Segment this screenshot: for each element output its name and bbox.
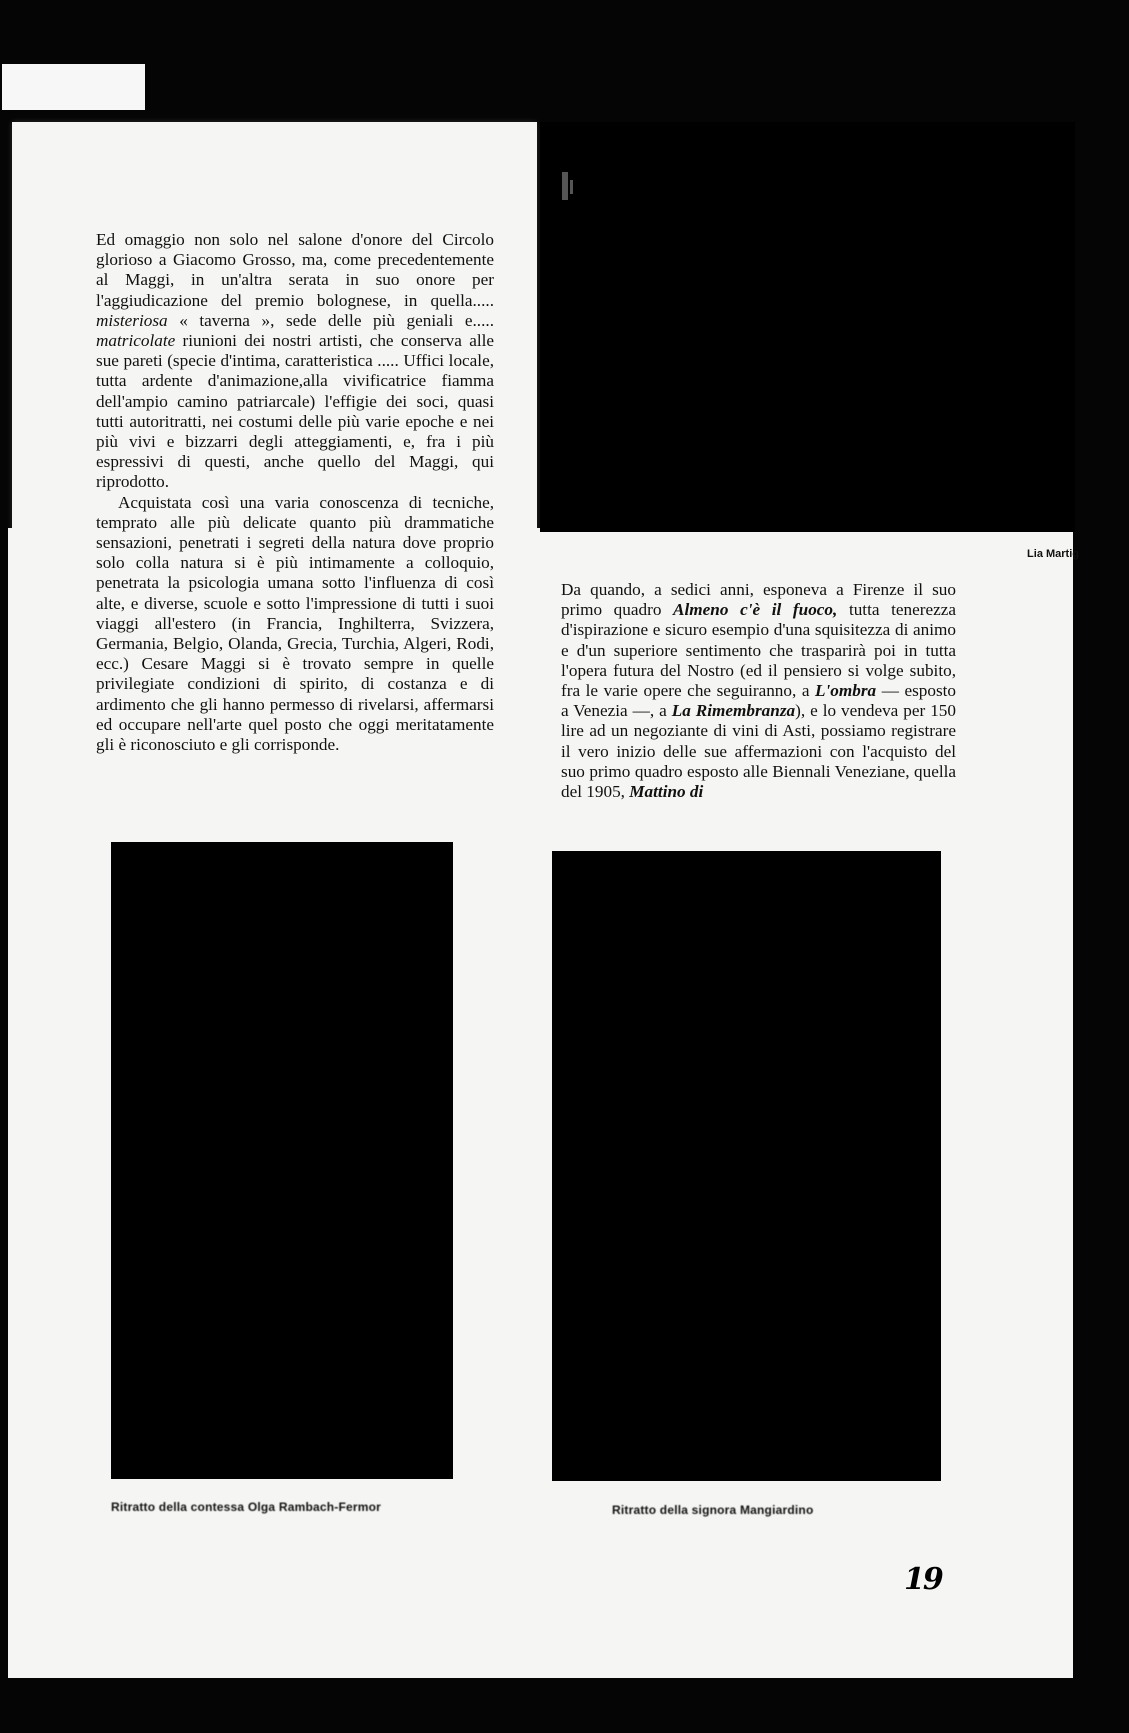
portrait-photo-left [111, 842, 453, 1479]
left-paragraph-2: Acquistata così una varia conoscenza di tecniche, temprato alle più delicate quanto più drammatiche sensazioni, penetrati i segreti della natura dove proprio solo colla natura si è più intimamente a colloquio, penetrata la psicologia umana sotto l'influenza di così alte, e diverse, scuole e sotto l'impressione di tutti i suoi viaggi all'estero (in Francia, Inghilterra, Svizzera, Germania, Belgio, Olanda, Grecia, Turchia, Algeri, Rodi, ecc.) Cesare Maggi si è trovato sempre in quelle privilegiate condizioni di spirito, di costanza e di ardimento che gli hanno permesso di rivelarsi, affermarsi ed occupare nell'arte quel posto che oggi meritatamente gli è riconosciuto e gli corrisponde. [96, 492, 494, 755]
scan-label-block [2, 64, 145, 110]
caption-right: Ritratto della signora Mangiardino [612, 1503, 814, 1517]
right-text-column [561, 580, 956, 802]
left-paragraph-1: Ed omaggio non solo nel salone d'onore del Circolo glorioso a Giacomo Grosso, ma, come precedentemente al Maggi, in un'altra serata in suo onore per l'aggiudicazione del premio bolognese, in quella..... misteriosa « taverna », sede delle più geniali e..... matricolate riunioni dei nostri artisti, che conserva alle sue pareti (specie d'intima, caratteristica ..... Uffici locale, tutta ardente d'animazione,alla vivificatrice fiamma dell'ampio camino patriarcale) l'effigie dei soci, quasi tutti autoritratti, nei costumi delle più varie epoche e nei più vivi e bizzarri degli atteggiamenti, e, fra i più espressivi di questi, anche quello del Maggi, qui riprodotto. [96, 230, 494, 492]
photo-top-right-bleed [540, 122, 1075, 532]
caption-left: Ritratto della contessa Olga Rambach-Fermor [111, 1500, 381, 1514]
running-head-fragment: Lia Martig [1027, 548, 1079, 560]
left-text-column [96, 230, 494, 755]
portrait-photo-right [552, 851, 941, 1481]
page-number: 19 [904, 1562, 942, 1597]
right-paragraph-1: Da quando, a sedici anni, esponeva a Firenze il suo primo quadro Almeno c'è il fuoco, tutta tenerezza d'ispirazione e sicuro esempio d'una squisitezza di animo e d'un superiore sentimento che trasparirà poi in tutta l'opera futura del Nostro (ed il pensiero si volge subito, fra le varie opere che seguiranno, a L'ombra — esposto a Venezia —, a La Rimembranza), e lo vendeva per 150 lire ad un negoziante di vini di Asti, possiamo registrare il vero inizio delle sue affermazioni con l'acquisto del suo primo quadro esposto alle Biennali Veneziane, quella del 1905, Mattino di [561, 580, 956, 802]
